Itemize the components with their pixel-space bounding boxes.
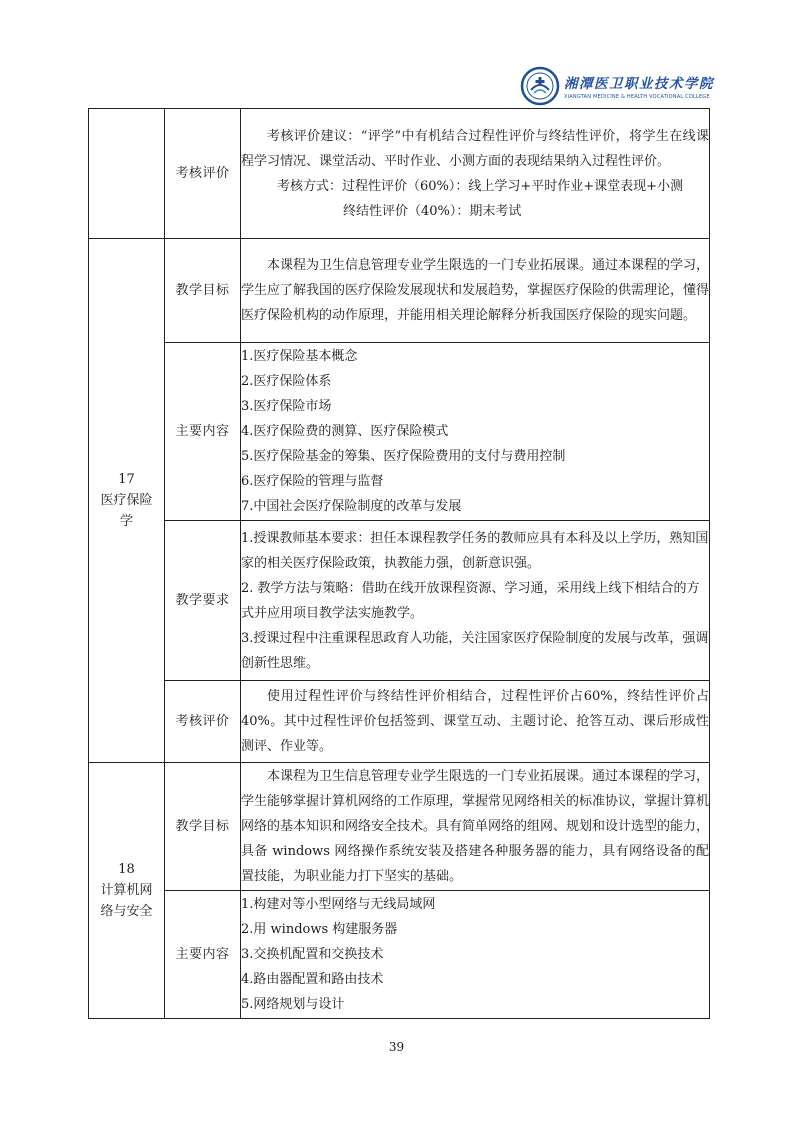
- list-item: 6.医疗保险的管理与监督: [241, 474, 384, 489]
- course-name: 医疗保险学: [100, 493, 153, 529]
- list-item: 3.医疗保险市场: [241, 399, 332, 414]
- content-cell: [241, 681, 710, 763]
- section-cell-empty: [89, 109, 165, 239]
- content-cell: [241, 763, 710, 891]
- school-emblem-icon: [520, 66, 560, 106]
- assessment-method: 考核方式：过程性评价（60%）：线上学习+平时作业+课堂表现+小测: [277, 178, 684, 194]
- table-row: [89, 681, 710, 763]
- list-item: 5.医疗保险基金的筹集、医疗保险费用的支付与费用控制: [241, 449, 566, 464]
- content-cell: [241, 239, 710, 343]
- school-name-cn: 湘潭医卫职业技术学院: [564, 76, 714, 92]
- category-label: 主要内容: [165, 343, 241, 521]
- list-item: 7.中国社会医疗保险制度的改革与发展: [241, 499, 462, 514]
- list-item: 3.交换机配置和交换技术: [241, 947, 384, 962]
- course-number: 18: [118, 862, 135, 877]
- list-item: 2. 教学方法与策略：借助在线开放课程资源、学习通，采用线上线下相结合的方式并应用项目教学法实施教学。: [241, 580, 700, 621]
- list-item: 4.路由器配置和路由技术: [241, 972, 384, 987]
- table-row: [89, 239, 710, 343]
- content-cell: [241, 109, 710, 239]
- school-logo: [520, 64, 740, 108]
- list-item: 1.构建对等小型网络与无线局域网: [241, 897, 436, 912]
- teaching-goal-text: 本课程为卫生信息管理专业学生限选的一门专业拓展课。通过本课程的学习，学生应了解我国的医疗保险发展现状和发展趋势，掌握医疗保险的供需理论，懂得医疗保险机构的动作原理，并能用相关理论解释分析我国医疗保险的现实问题。: [241, 258, 710, 323]
- list-item: 2.医疗保险体系: [241, 374, 332, 389]
- course-18-cell: [89, 763, 165, 1019]
- assessment-final: 终结性评价（40%）：期末考试: [343, 203, 522, 219]
- table-row: [89, 763, 710, 891]
- assessment-text: 使用过程性评价与终结性评价相结合，过程性评价占60%，终结性评价占40%。其中过程性评价包括签到、课堂互动、主题讨论、抢答互动、课后形成性测评、作业等。: [241, 689, 709, 754]
- table-row: [89, 891, 710, 1019]
- teaching-goal-text: 本课程为卫生信息管理专业学生限选的一门专业拓展课。通过本课程的学习，学生能够掌握计算机网络的工作原理，掌握常见网络相关的标准协议，掌握计算机网络的基本知识和网络安全技术。具有简单网络的组网、规划和设计选型的能力，具备 windows 网络操作系统安装及搭建各种服务器的能力，具有网络设备的配置技能，为职业能力打下坚实的基础。: [241, 769, 710, 884]
- course-table: [88, 108, 710, 1019]
- course-17-cell: [89, 239, 165, 763]
- course-number: 17: [118, 472, 135, 487]
- content-cell: [241, 343, 710, 521]
- list-item: 3.授课过程中注重课程思政育人功能，关注国家医疗保险制度的发展与改革，强调创新性思维。: [241, 630, 709, 671]
- table-row: [89, 343, 710, 521]
- category-label: 考核评价: [165, 109, 241, 239]
- table-row: [89, 521, 710, 681]
- category-label: 主要内容: [165, 891, 241, 1019]
- list-item: 4.医疗保险费的测算、医疗保险模式: [241, 424, 449, 439]
- assessment-suggestion: 考核评价建议：“评学”中有机结合过程性评价与终结性评价，将学生在线课程学习情况、课堂活动、平时作业、小测方面的表现结果纳入过程性评价。: [241, 128, 709, 169]
- category-label: 教学目标: [165, 763, 241, 891]
- course-name: 计算机网络与安全: [100, 883, 153, 919]
- category-label: 考核评价: [165, 681, 241, 763]
- content-cell: [241, 891, 710, 1019]
- content-cell: [241, 521, 710, 681]
- list-item: 2.用 windows 构建服务器: [241, 922, 398, 937]
- school-name-en: XIANGTAN MEDICINE & HEALTH VOCATIONAL COLLEGE: [564, 94, 710, 100]
- category-label: 教学要求: [165, 521, 241, 681]
- page-number: 39: [388, 1040, 405, 1054]
- table-row: [89, 109, 710, 239]
- list-item: 5.网络规划与设计: [241, 997, 345, 1012]
- list-item: 1.医疗保险基本概念: [241, 349, 358, 364]
- list-item: 1.授课教师基本要求：担任本课程教学任务的教师应具有本科及以上学历，熟知国家的相关医疗保险政策，执教能力强，创新意识强。: [241, 530, 709, 571]
- category-label: 教学目标: [165, 239, 241, 343]
